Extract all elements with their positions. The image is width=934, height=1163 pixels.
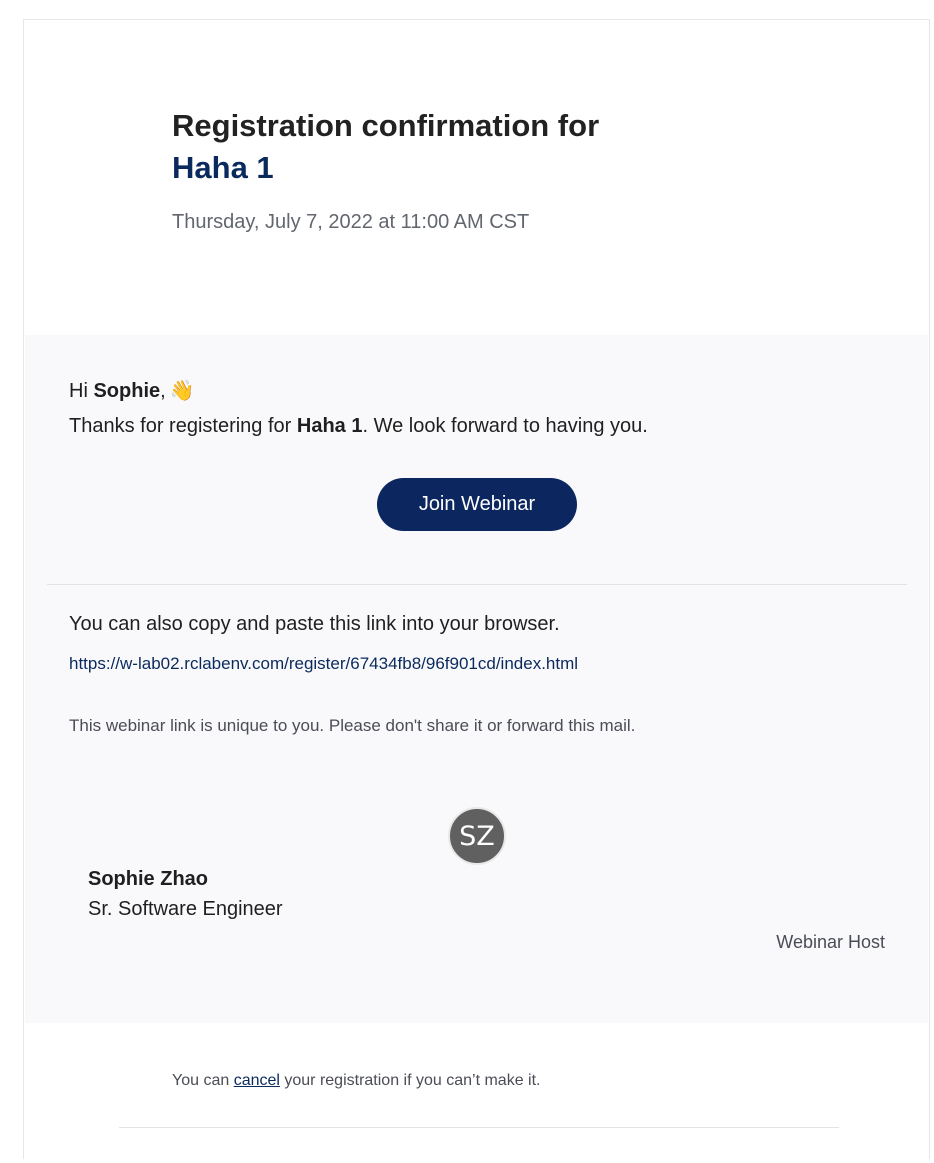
cancel-prefix: You can bbox=[172, 1072, 234, 1089]
greeting-hi-text: Hi bbox=[69, 380, 94, 402]
cancel-suffix: your registration if you can’t make it. bbox=[279, 1072, 541, 1089]
email-body bbox=[25, 335, 928, 1023]
email-header bbox=[24, 20, 929, 335]
section-divider bbox=[47, 584, 907, 585]
unique-link-note: This webinar link is unique to you. Please don't share it or forward this mail. bbox=[69, 716, 636, 735]
thanks-message bbox=[69, 415, 648, 438]
copy-link-instructions: You can also copy and paste this link into your browser. bbox=[69, 613, 560, 635]
join-webinar-button[interactable]: Join Webinar bbox=[377, 478, 577, 531]
event-name-title: Haha 1 bbox=[172, 150, 274, 185]
email-footer bbox=[24, 1023, 929, 1163]
waving-hand-icon: 👋 bbox=[169, 378, 195, 402]
footer-divider bbox=[119, 1127, 839, 1128]
email-card bbox=[23, 19, 930, 1159]
greeting bbox=[69, 378, 195, 403]
greeting-comma: , bbox=[160, 380, 166, 402]
page-title: Registration confirmation for bbox=[172, 108, 600, 143]
cancel-registration-link[interactable]: cancel bbox=[233, 1072, 280, 1089]
thanks-prefix: Thanks for registering for bbox=[69, 415, 297, 437]
thanks-event-name: Haha 1 bbox=[296, 415, 363, 437]
cancel-notice bbox=[172, 1072, 541, 1090]
host-name: Sophie Zhao bbox=[88, 868, 208, 890]
register-url-link[interactable]: https://w-lab02.rclabenv.com/register/67434fb8/96f901cd/index.html bbox=[69, 654, 579, 673]
attendee-name: Sophie bbox=[93, 380, 161, 402]
host-role-label: Webinar Host bbox=[776, 932, 885, 952]
host-avatar: SZ bbox=[448, 807, 506, 865]
host-job-title: Sr. Software Engineer bbox=[88, 898, 283, 920]
event-datetime: Thursday, July 7, 2022 at 11:00 AM CST bbox=[172, 211, 530, 233]
thanks-suffix: . We look forward to having you. bbox=[362, 415, 648, 437]
